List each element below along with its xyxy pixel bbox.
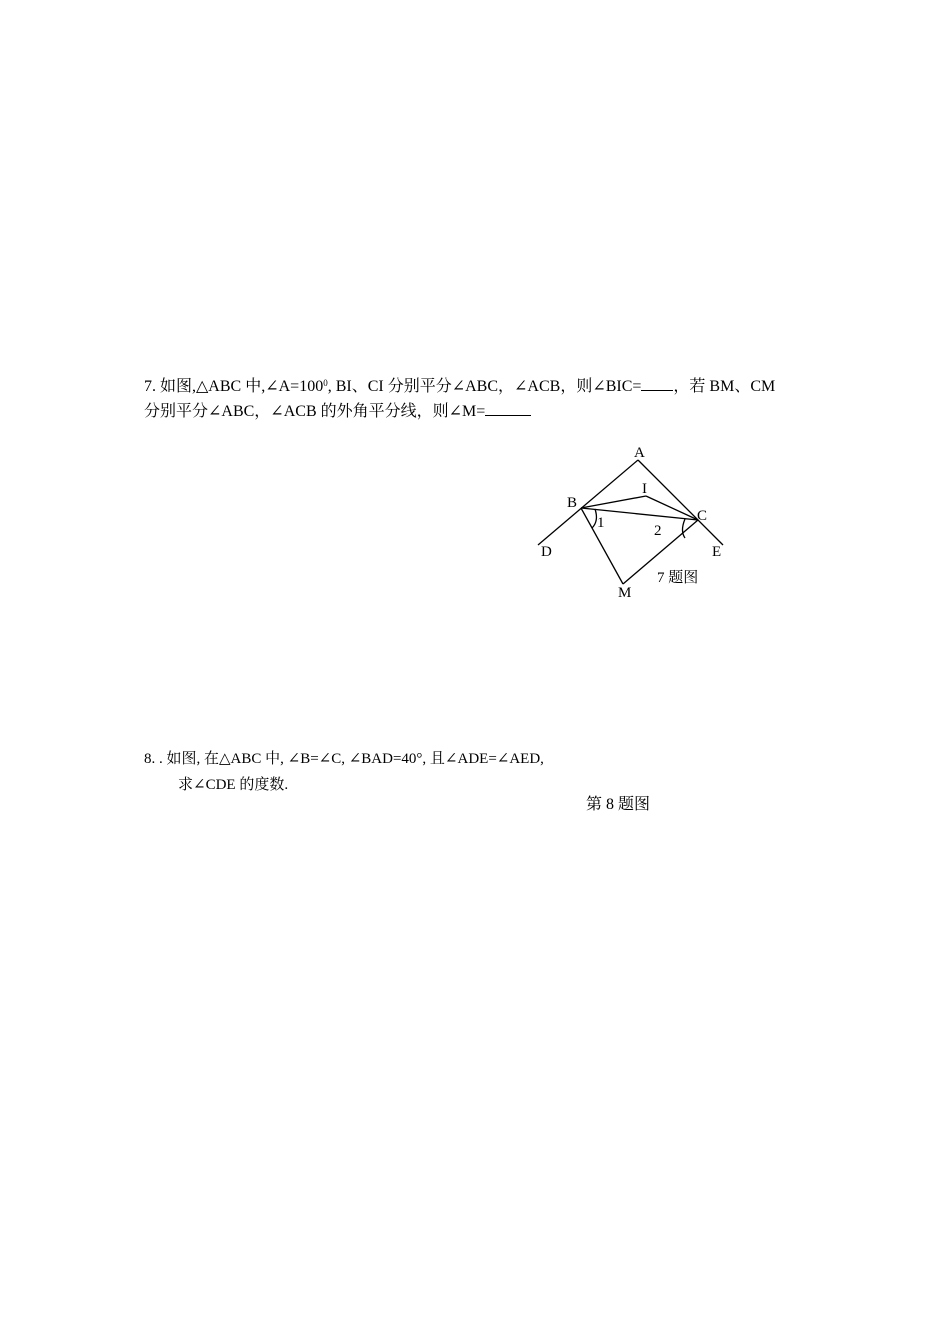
label-B: B: [567, 495, 578, 511]
q7-line1-after: ，若 BM、CM: [673, 378, 776, 395]
angle-2-arc: [683, 519, 686, 538]
line-A-E: [638, 460, 723, 545]
label-C: C: [697, 508, 708, 524]
label-M: M: [618, 585, 632, 601]
label-2: 2: [654, 523, 662, 539]
q7-line2-text: 分别平分∠ABC，∠ACB 的外角平分线，则∠M=: [144, 403, 486, 420]
label-I: I: [642, 481, 647, 497]
q8-figure-caption: 第 8 题图: [586, 796, 651, 813]
q7-line1-prefix: 7. 如图,△ABC 中,∠A=100: [144, 378, 324, 395]
line-B-I: [581, 496, 646, 508]
label-D: D: [541, 544, 552, 560]
q8-line2: 求∠CDE 的度数.: [178, 777, 289, 793]
q7-figure-caption: 7 题图: [657, 570, 699, 586]
angle-1-arc: [592, 509, 596, 528]
line-A-D: [538, 460, 638, 545]
label-E: E: [712, 544, 722, 560]
q8-line1: 8. . 如图, 在△ABC 中, ∠B=∠C, ∠BAD=40°, 且∠ADE=∠AED,: [144, 751, 544, 767]
label-A: A: [634, 445, 645, 461]
q7-degree-sup: 0: [323, 378, 328, 388]
q7-line1-mid: , BI、CI 分别平分∠ABC，∠ACB，则∠BIC=: [327, 378, 642, 395]
line-I-C: [646, 496, 698, 520]
label-1: 1: [597, 515, 605, 531]
